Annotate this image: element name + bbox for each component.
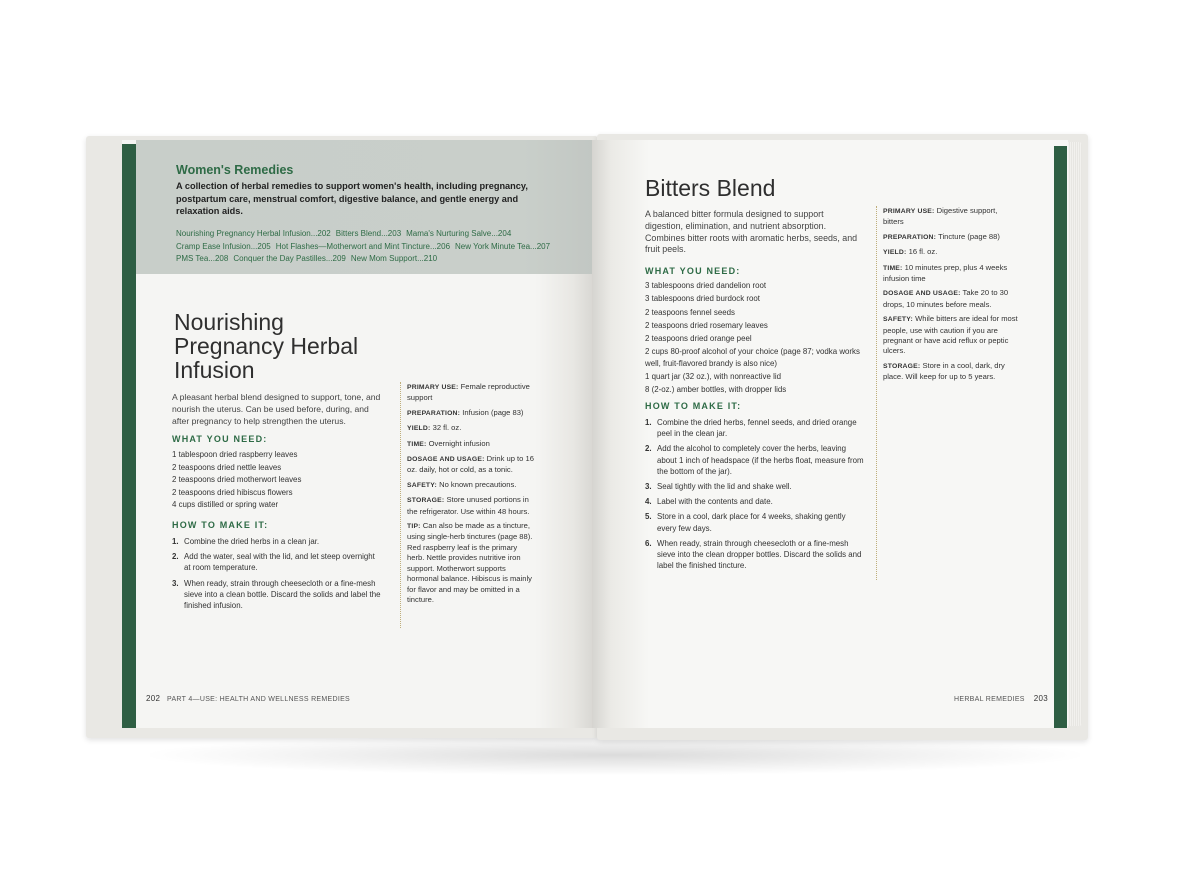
step-list [645, 417, 865, 575]
info-item [407, 408, 535, 419]
info-label: PREPARATION: [883, 233, 937, 241]
list-item [645, 443, 865, 477]
step-number: 2. [645, 444, 652, 454]
left-accent-bar [122, 144, 136, 728]
running-footer: HERBAL REMEDIES [954, 696, 1025, 703]
info-value: Drink up to 16 oz. daily, hot or cold, as a tonic. [407, 454, 534, 475]
step-text: Add the alcohol to completely cover the herbs, leaving about 1 inch of headspace (if the herbs float, measure from the bottom of the jar). [657, 444, 864, 476]
index-link[interactable]: Mama's Nurturing Salve...204 [406, 229, 512, 238]
recipe-intro: A pleasant herbal blend designed to support, tone, and nourish the uterus. Can be used before, during, and after pregnancy to help strengthen the uterus. [172, 392, 381, 426]
info-label: PREPARATION: [407, 409, 461, 417]
index-link[interactable]: Hot Flashes—Motherwort and Mint Tincture...206 [275, 241, 451, 251]
list-item: 2 teaspoons dried rosemary leaves [645, 320, 768, 330]
info-label: STORAGE: [883, 362, 921, 370]
step-number: 2. [172, 552, 179, 562]
what-you-need-heading: WHAT YOU NEED: [172, 434, 268, 444]
info-value: Store unused portions in the refrigerator. Use within 48 hours. [407, 495, 530, 516]
chapter-header-band [136, 140, 592, 274]
info-value: Digestive support, bitters [883, 206, 998, 227]
info-label: SAFETY: [883, 316, 913, 324]
recipe-title-line: Infusion [174, 357, 255, 383]
list-item [645, 481, 865, 492]
right-accent-bar [1054, 146, 1067, 728]
info-item [883, 206, 1019, 228]
recipe-title [174, 310, 358, 382]
info-item [407, 382, 535, 404]
list-item: 2 teaspoons dried hibiscus flowers [172, 487, 293, 497]
page-number: 202 [146, 694, 161, 703]
step-number: 3. [645, 482, 652, 492]
step-number: 6. [645, 538, 652, 548]
index-link[interactable]: New York Minute Tea...207 [455, 241, 551, 251]
info-label: PRIMARY USE: [407, 384, 459, 391]
list-item [645, 511, 865, 533]
info-item [883, 247, 1019, 258]
step-text: Add the water, seal with the lid, and let steep overnight at room temperature. [184, 552, 375, 573]
recipe-title-line: Pregnancy Herbal [174, 333, 359, 359]
info-value: Infusion (page 83) [462, 407, 524, 417]
index-link[interactable]: Cramp Ease Infusion...205 [176, 241, 271, 251]
list-item [172, 551, 382, 573]
list-item [645, 496, 865, 507]
list-item: 2 teaspoons fennel seeds [645, 307, 735, 317]
list-item [645, 417, 865, 439]
list-item [645, 538, 865, 572]
recipe-title: Bitters Blend [645, 175, 776, 201]
info-label: STORAGE: [407, 497, 445, 505]
step-text: Combine the dried herbs, fennel seeds, and dried orange peel in the clean jar. [657, 418, 857, 439]
info-label: TIME: [883, 264, 903, 272]
list-item: 1 tablespoon dried raspberry leaves [172, 450, 298, 459]
list-item: 2 teaspoons dried nettle leaves [172, 462, 282, 472]
ingredient-list [172, 449, 392, 512]
info-value: While bitters are ideal for most people, use with caution if you are pregnant or have acid reflux or peptic ulcers. [883, 314, 1018, 356]
info-item [883, 314, 1019, 357]
list-item: 2 cups 80-proof alcohol of your choice (page 87; vodka works well, fruit-flavored brandy is also nice) [645, 347, 860, 368]
info-label: TIME: [407, 440, 427, 448]
page-number: 203 [1033, 694, 1048, 703]
info-value: Female reproductive support [407, 382, 530, 403]
info-value: 32 fl. oz. [432, 423, 462, 433]
book-shadow [150, 735, 1080, 775]
running-footer: PART 4—USE: HEALTH AND WELLNESS REMEDIES [167, 696, 351, 703]
index-link[interactable]: Nourishing Pregnancy Herbal Infusion...202 [176, 229, 331, 238]
step-text: Label with the contents and date. [657, 497, 773, 507]
info-value: Tincture (page 88) [938, 231, 1000, 241]
step-number: 4. [645, 497, 652, 507]
list-item: 2 teaspoons dried motherwort leaves [172, 475, 302, 484]
info-item [407, 454, 535, 476]
info-label: TIP: [407, 523, 421, 531]
info-value: Can also be made as a tincture, using single-herb tinctures (page 88). Red raspberry leaf is the primary herb. Nettle provides nutritive iron support. Motherwort supports hormonal balance. Hibiscus is mainly for flavor and may be omitted in a tincture. [407, 521, 533, 604]
list-item: 2 teaspoons dried orange peel [645, 334, 752, 344]
page-footer [954, 694, 1048, 703]
step-text: When ready, strain through cheesecloth or a fine-mesh sieve into a clean bottle. Discard the solids and label the finished infusion. [184, 578, 381, 611]
step-number: 3. [172, 578, 179, 588]
step-text: When ready, strain through cheesecloth or a fine-mesh sieve into the clean dropper bottles. Discard the solids and label the finished tincture. [657, 538, 862, 571]
info-item [883, 263, 1019, 285]
info-label: YIELD: [407, 425, 431, 433]
chapter-title: Women's Remedies [176, 163, 294, 177]
list-item: 3 tablespoons dried dandelion root [645, 281, 767, 290]
step-text: Combine the dried herbs in a clean jar. [184, 537, 320, 546]
index-link[interactable]: PMS Tea...208 [176, 254, 229, 263]
what-you-need-heading: WHAT YOU NEED: [645, 266, 741, 276]
list-item [172, 536, 382, 547]
info-label: SAFETY: [407, 481, 437, 489]
info-value: 16 fl. oz. [908, 247, 938, 257]
how-to-make-heading: HOW TO MAKE IT: [172, 520, 269, 530]
info-value: No known precautions. [439, 479, 517, 489]
info-item [883, 361, 1019, 383]
ingredient-list [645, 280, 865, 398]
step-text: Store in a cool, dark place for 4 weeks, shaking gently every few days. [657, 512, 846, 533]
list-item: 3 tablespoons dried burdock root [645, 294, 760, 304]
left-page [122, 140, 592, 728]
info-value: Store in a cool, dark, dry place. Will keep for up to 5 years. [883, 360, 1005, 382]
info-item [407, 480, 535, 491]
step-number: 1. [645, 418, 652, 427]
list-item: 4 cups distilled or spring water [172, 500, 279, 509]
list-item: 1 quart jar (32 oz.), with nonreactive lid [645, 372, 781, 382]
info-label: DOSAGE AND USAGE: [407, 456, 485, 464]
info-item [883, 288, 1019, 310]
step-text: Seal tightly with the lid and shake well. [657, 482, 792, 492]
info-item [883, 232, 1019, 243]
info-item [407, 423, 535, 434]
page-edges [1068, 142, 1082, 726]
info-item [407, 439, 535, 450]
list-item: 8 (2-oz.) amber bottles, with dropper lids [645, 385, 787, 395]
page-footer [146, 694, 350, 703]
step-list [172, 536, 382, 615]
index-link[interactable]: New Mom Support...210 [350, 254, 438, 263]
info-label: YIELD: [883, 249, 907, 257]
recipe-title-line: Nourishing [174, 309, 284, 335]
step-number: 5. [645, 512, 652, 522]
recipe-info-sidebar [400, 382, 535, 628]
index-link[interactable]: Bitters Blend...203 [335, 229, 402, 238]
list-item [172, 578, 382, 612]
info-item [407, 521, 535, 605]
info-item [407, 495, 535, 517]
chapter-recipe-index [176, 228, 576, 266]
step-number: 1. [172, 537, 179, 546]
info-label: PRIMARY USE: [883, 208, 935, 215]
recipe-info-sidebar [876, 206, 1019, 580]
info-value: Overnight infusion [428, 438, 490, 448]
right-page [592, 140, 1068, 728]
info-label: DOSAGE AND USAGE: [883, 290, 961, 298]
recipe-intro: A balanced bitter formula designed to support digestion, elimination, and nutrient absorption. Combines bitter roots with aromatic herbs, seeds, and fruit peels. [645, 209, 858, 255]
how-to-make-heading: HOW TO MAKE IT: [645, 401, 742, 411]
chapter-description: A collection of herbal remedies to support women's health, including pregnancy, postpartum care, menstrual comfort, digestive balance, and gentle energy and relaxation aids. [176, 181, 528, 217]
index-link[interactable]: Conquer the Day Pastilles...209 [233, 254, 346, 263]
info-value: 10 minutes prep, plus 4 weeks infusion time [883, 262, 1008, 284]
info-value: Take 20 to 30 drops, 10 minutes before meals. [883, 288, 1009, 309]
